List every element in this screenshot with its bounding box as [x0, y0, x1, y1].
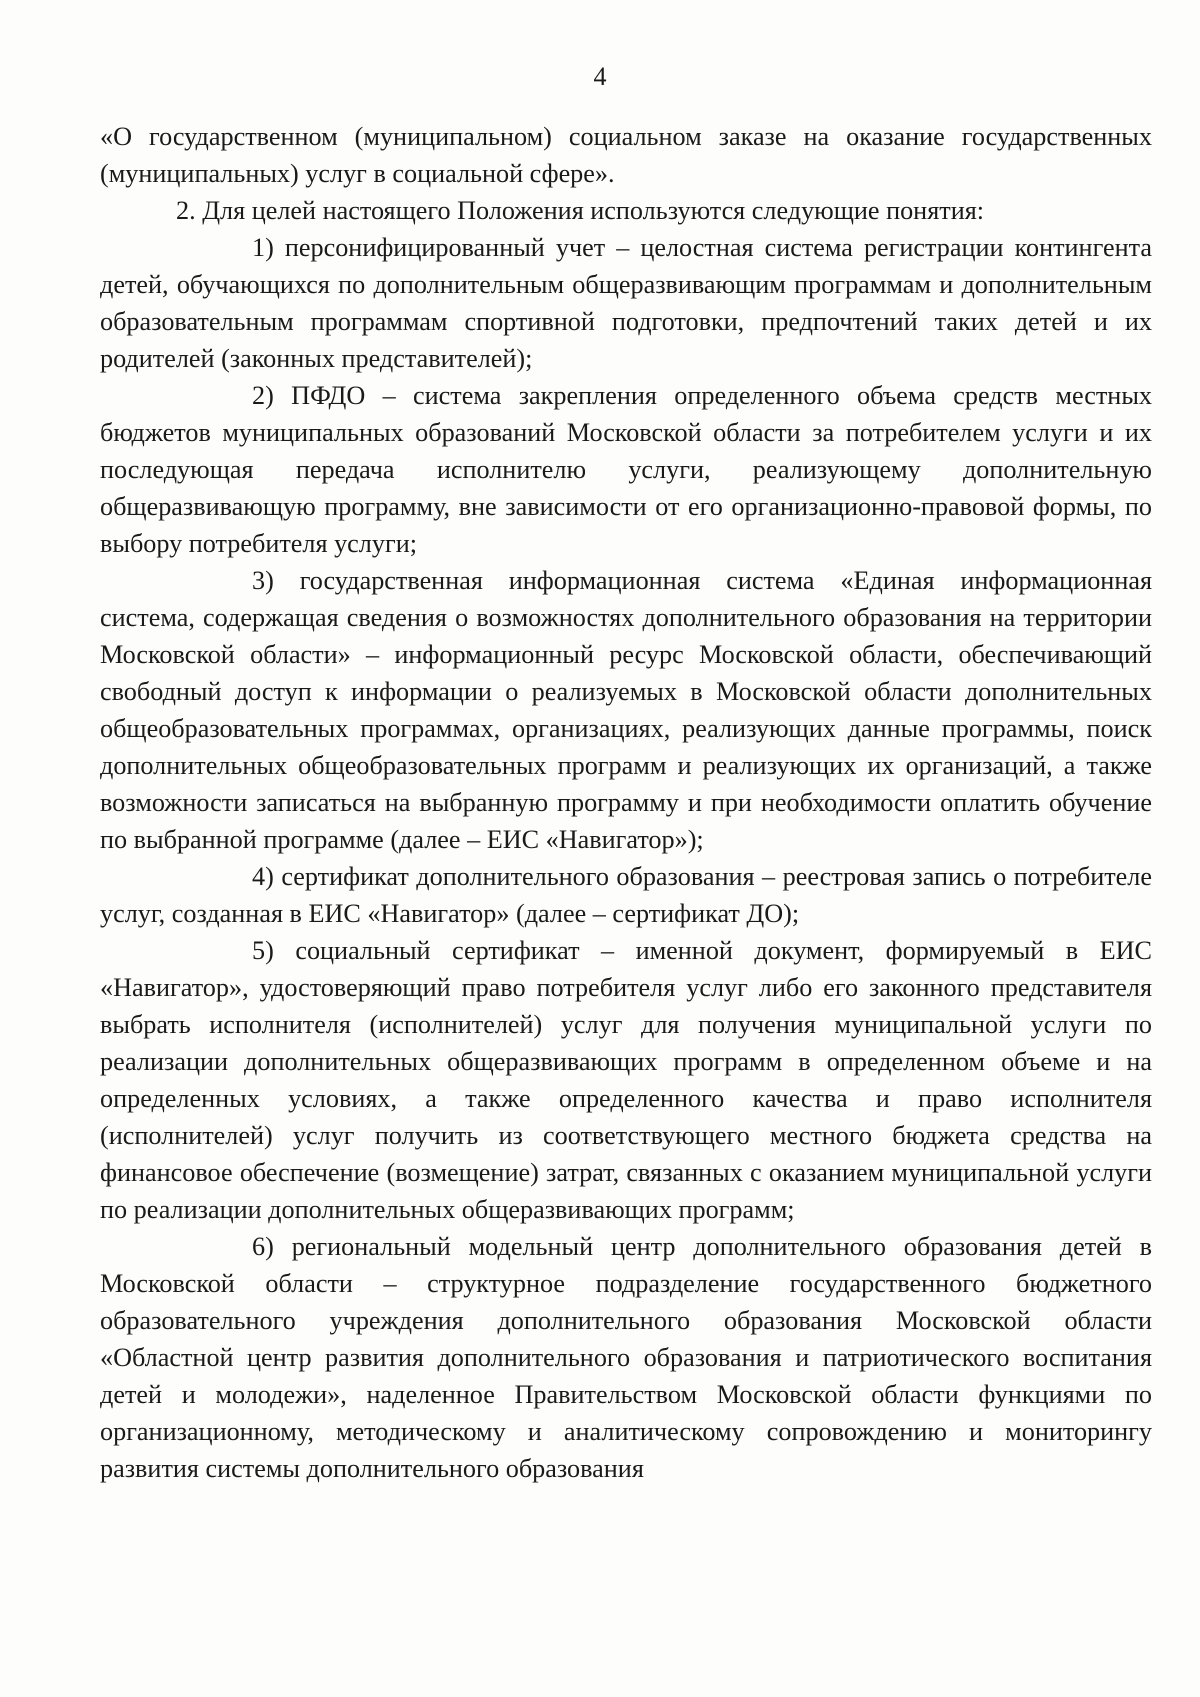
- definition-item-4: [100, 858, 1152, 932]
- item-number: 6): [252, 1232, 274, 1261]
- paragraph-law-title-continuation: «О государственном (муниципальном) социальном заказе на оказание государственных (муниципальных) услуг в социальной сфере».: [100, 122, 1152, 188]
- document-body: [100, 118, 1152, 1487]
- definition-item-5: [100, 932, 1152, 1228]
- definition-item-1: [100, 229, 1152, 377]
- page-number: 4: [593, 62, 607, 91]
- item-text: социальный сертификат – именной документ, формируемый в ЕИС «Навигатор», удостоверяющий право потребителя услуг либо его законного представителя выбрать исполнителя (исполнителей) услуг для получения муниципальной услуги по реализации дополнительных общеразвивающих программ в определенном объеме и на определенных условиях, а также определенного качества и право исполнителя (исполнителей) услуг получить из соответствующего местного бюджета средства на финансовое обеспечение (возмещение) затрат, связанных с оказанием муниципальной услуги по реализации дополнительных общеразвивающих программ;: [100, 936, 1153, 1224]
- definition-item-3: [100, 562, 1152, 858]
- item-text: ПФДО – система закрепления определенного объема средств местных бюджетов муниципальных образований Московской области за потребителем услуги и их последующая передача исполнителю услуги, реализующему дополнительную общеразвивающую программу, вне зависимости от его организационно-правовой формы, по выбору потребителя услуги;: [100, 381, 1153, 558]
- paragraph-definitions-intro: 2. Для целей настоящего Положения используются следующие понятия:: [176, 196, 985, 225]
- item-text: персонифицированный учет – целостная система регистрации контингента детей, обучающихся по дополнительным общеразвивающим программам и дополнительным образовательным программам спортивной подготовки, предпочтений таких детей и их родителей (законных представителей);: [100, 233, 1152, 373]
- item-text: сертификат дополнительного образования – реестровая запись о потребителе услуг, созданная в ЕИС «Навигатор» (далее – сертификат ДО);: [100, 862, 1153, 928]
- definition-item-2: [100, 377, 1152, 562]
- item-number: 4): [252, 862, 274, 891]
- item-number: 2): [252, 381, 274, 410]
- item-number: 3): [252, 566, 274, 595]
- item-text: региональный модельный центр дополнительного образования детей в Московской области – структурное подразделение государственного бюджетного образовательного учреждения дополнительного образования Московской области «Областной центр развития дополнительного образования и патриотического воспитания детей и молодежи», наделенное Правительством Московской области функциями по организационному, методическому и аналитическому сопровождению и мониторингу развития системы дополнительного образования: [100, 1232, 1153, 1483]
- definition-item-6: [100, 1228, 1152, 1487]
- item-number: 5): [252, 936, 274, 965]
- item-text: государственная информационная система «Единая информационная система, содержащая сведения о возможностях дополнительного образования на территории Московской области» – информационный ресурс Московской области, обеспечивающий свободный доступ к информации о реализуемых в Московской области дополнительных общеобразовательных программах, организациях, реализующих данные программы, поиск дополнительных общеобразовательных программ и реализующих их организаций, а также возможности записаться на выбранную программу и при необходимости оплатить обучение по выбранной программе (далее – ЕИС «Навигатор»);: [100, 566, 1152, 854]
- item-number: 1): [252, 233, 274, 262]
